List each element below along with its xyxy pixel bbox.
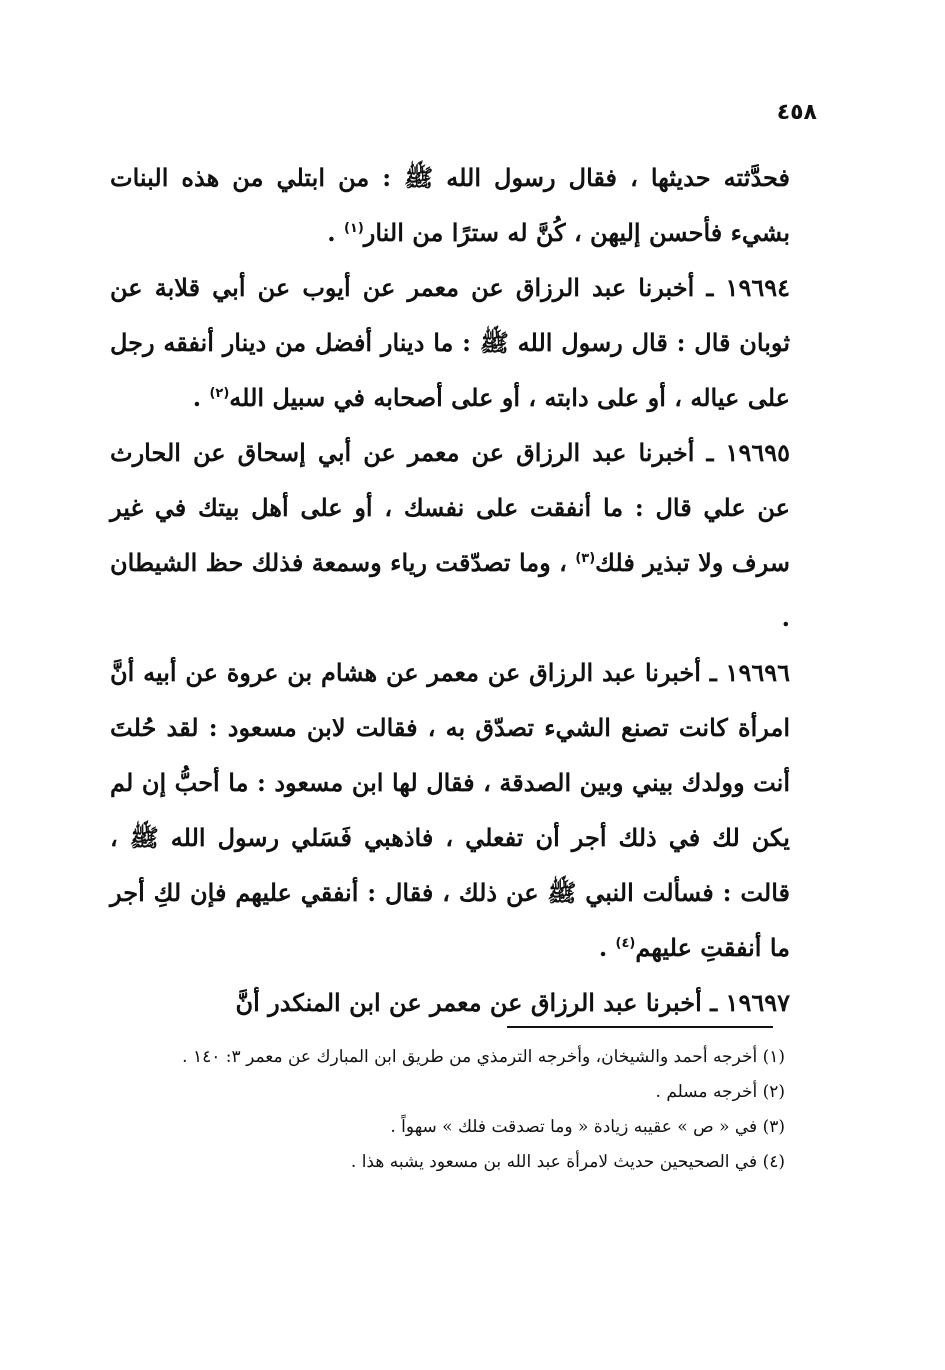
footnote-3: (٣) في « ص » عقيبه زيادة « وما تصدقت فلك » سهواً . bbox=[390, 1117, 785, 1137]
paragraph-tail: ، وما تصدّقت رياء وسمعة فذلك حظ الشيطان . bbox=[110, 548, 790, 632]
footnote-ref: (١) bbox=[343, 221, 364, 236]
footnote-4: (٤) في الصحيحين حديث لامرأة عبد الله بن مسعود يشبه هذا . bbox=[350, 1152, 785, 1172]
hadith-19694 bbox=[110, 260, 790, 425]
footnote-ref: (٣) bbox=[575, 551, 596, 566]
paragraph-text: ١٩٦٩٧ ـ أخبرنا عبد الرزاق عن معمر عن ابن المنكدر أنَّ bbox=[235, 988, 790, 1017]
footnote-divider bbox=[507, 1026, 773, 1028]
paragraph-text: ١٩٦٩٥ ـ أخبرنا عبد الرزاق عن معمر عن أبي إسحاق عن الحارث عن علي قال : ما أنفقت على نفسك ، أو على أهل بيتك في غير سرف ولا تبذير فلك bbox=[110, 438, 790, 577]
footnote-2: (٢) أخرجه مسلم . bbox=[655, 1082, 785, 1102]
paragraph-text: ١٩٦٩٤ ـ أخبرنا عبد الرزاق عن معمر عن أيوب عن أبي قلابة عن ثوبان قال : قال رسول الله ﷺ : ما دينار أفضل من دينار أنفقه رجل على عياله ، أو على دابته ، أو على أصحابه في سبيل الله bbox=[110, 273, 790, 412]
paragraph-tail: . bbox=[598, 933, 616, 962]
hadith-19697 bbox=[110, 975, 790, 1030]
footnote-ref: (٤) bbox=[615, 936, 636, 951]
footnotes bbox=[105, 1040, 785, 1180]
footnote-1: (١) أخرجه أحمد والشيخان، وأخرجه الترمذي من طريق ابن المبارك عن معمر ٣: ١٤٠ . bbox=[182, 1047, 785, 1067]
hadith-19695 bbox=[110, 425, 790, 645]
footnote-ref: (٢) bbox=[209, 386, 230, 401]
paragraph-text: فحدَّثته حديثها ، فقال رسول الله ﷺ : من ابتلي من هذه البنات بشيء فأحسن إليهن ، كُنَّ له سترًا من النار bbox=[110, 163, 790, 247]
paragraph-tail: . bbox=[327, 218, 344, 247]
main-text bbox=[110, 150, 790, 1030]
page-number: ٤٥٨ bbox=[776, 100, 817, 125]
paragraph-text: ١٩٦٩٦ ـ أخبرنا عبد الرزاق عن معمر عن هشام بن عروة عن أبيه أنَّ امرأة كانت تصنع الشيء تصدّق به ، فقالت لابن مسعود : لقد حُلتَ أنت وولدك بيني وبين الصدقة ، فقال لها ابن مسعود : ما أحبُّ إن لم يكن لك في ذلك أجر أن تفعلي ، فاذهبي فَسَلي رسول الله ﷺ ، قالت : فسألت النبي ﷺ عن ذلك ، فقال : أنفقي عليهم فإن لكِ أجر ما أنفقتِ عليهم bbox=[110, 658, 790, 962]
paragraph-tail: . bbox=[192, 383, 210, 412]
hadith-19696 bbox=[110, 645, 790, 975]
paragraph-continuation bbox=[110, 150, 790, 260]
